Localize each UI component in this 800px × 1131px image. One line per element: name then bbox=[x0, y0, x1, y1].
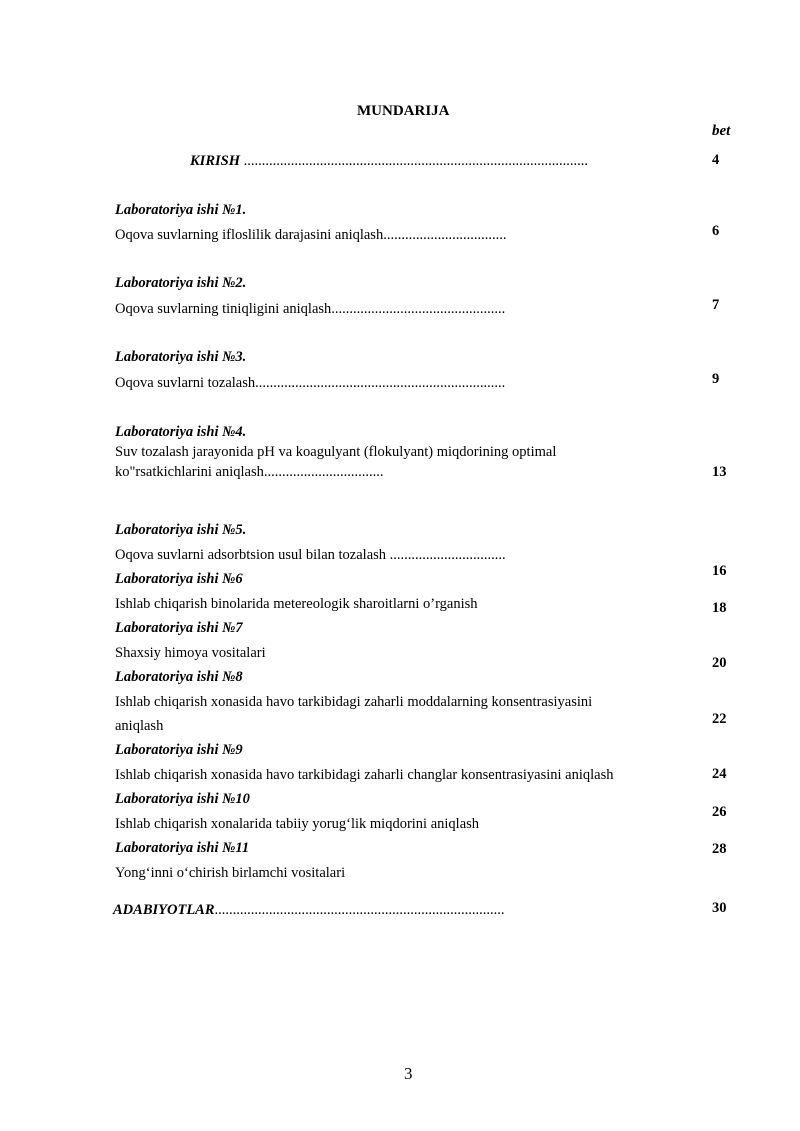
lab-11-desc: Yong‘inni o‘chirish birlamchi vositalari bbox=[115, 865, 346, 881]
lab-7-title: Laboratoriya ishi №7 bbox=[115, 620, 243, 636]
adabiyotlar-dots: ................................................................................ bbox=[214, 902, 505, 918]
lab-6-title: Laboratoriya ishi №6 bbox=[115, 571, 243, 587]
lab-7-page: 20 bbox=[712, 655, 727, 671]
lab-9-title: Laboratoriya ishi №9 bbox=[115, 742, 243, 758]
lab-11-page: 28 bbox=[712, 841, 727, 857]
lab-1-desc: Oqova suvlarning ifloslilik darajasini aniqlash.................................. bbox=[115, 227, 507, 243]
kirish-dots: ............................................................................................... bbox=[239, 153, 588, 169]
lab-10-page: 26 bbox=[712, 804, 727, 820]
lab-2-desc: Oqova suvlarning tiniqligini aniqlash................................................ bbox=[115, 301, 506, 317]
toc-entry-adabiyotlar bbox=[113, 902, 505, 918]
toc-entry-kirish bbox=[190, 153, 588, 169]
lab-4-desc: Suv tozalash jarayonida pH va koagulyant (flokulyant) miqdorining optimal bbox=[115, 444, 557, 460]
lab-1-title: Laboratoriya ishi №1. bbox=[115, 202, 247, 218]
lab-10-title: Laboratoriya ishi №10 bbox=[115, 791, 250, 807]
toc-heading: MUNDARIJA bbox=[357, 103, 450, 119]
lab-3-title: Laboratoriya ishi №3. bbox=[115, 349, 247, 365]
lab-9-page: 24 bbox=[712, 766, 727, 782]
lab-5-desc: Oqova suvlarni adsorbtsion usul bilan tozalash ................................ bbox=[115, 547, 506, 563]
lab-5-page: 16 bbox=[712, 563, 727, 579]
kirish-label: KIRISH bbox=[190, 153, 240, 169]
lab-2-page: 7 bbox=[712, 297, 720, 313]
lab-7-desc: Shaxsiy himoya vositalari bbox=[115, 645, 266, 661]
lab-10-desc: Ishlab chiqarish xonalarida tabiiy yorug‘lik miqdorini aniqlash bbox=[115, 816, 480, 832]
lab-8-page: 22 bbox=[712, 711, 727, 727]
lab-4-page: 13 bbox=[712, 464, 727, 480]
lab-1-page: 6 bbox=[712, 223, 720, 239]
lab-6-page: 18 bbox=[712, 600, 727, 616]
lab-3-desc: Oqova suvlarni tozalash..................................................................... bbox=[115, 375, 506, 391]
lab-8-title: Laboratoriya ishi №8 bbox=[115, 669, 243, 685]
lab-11-title: Laboratoriya ishi №11 bbox=[115, 840, 250, 856]
page-column-label: bet bbox=[712, 123, 731, 139]
lab-5-title: Laboratoriya ishi №5. bbox=[115, 522, 247, 538]
lab-4-desc-line2: ko"rsatkichlarini aniqlash................................. bbox=[115, 464, 384, 480]
adabiyotlar-page: 30 bbox=[712, 900, 727, 916]
adabiyotlar-label: ADABIYOTLAR bbox=[113, 902, 215, 918]
lab-4-title: Laboratoriya ishi №4. bbox=[115, 424, 247, 440]
page-number: 3 bbox=[404, 1064, 413, 1083]
lab-2-title: Laboratoriya ishi №2. bbox=[115, 275, 247, 291]
lab-6-desc: Ishlab chiqarish binolarida metereologik sharoitlarni o’rganish bbox=[115, 596, 478, 612]
kirish-page: 4 bbox=[712, 152, 720, 168]
lab-8-desc-line2: aniqlash bbox=[115, 718, 164, 734]
lab-9-desc: Ishlab chiqarish xonasida havo tarkibidagi zaharli changlar konsentrasiyasini aniqlash bbox=[115, 767, 614, 783]
lab-3-page: 9 bbox=[712, 371, 720, 387]
lab-8-desc: Ishlab chiqarish xonasida havo tarkibidagi zaharli moddalarning konsentrasiyasini bbox=[115, 694, 593, 710]
